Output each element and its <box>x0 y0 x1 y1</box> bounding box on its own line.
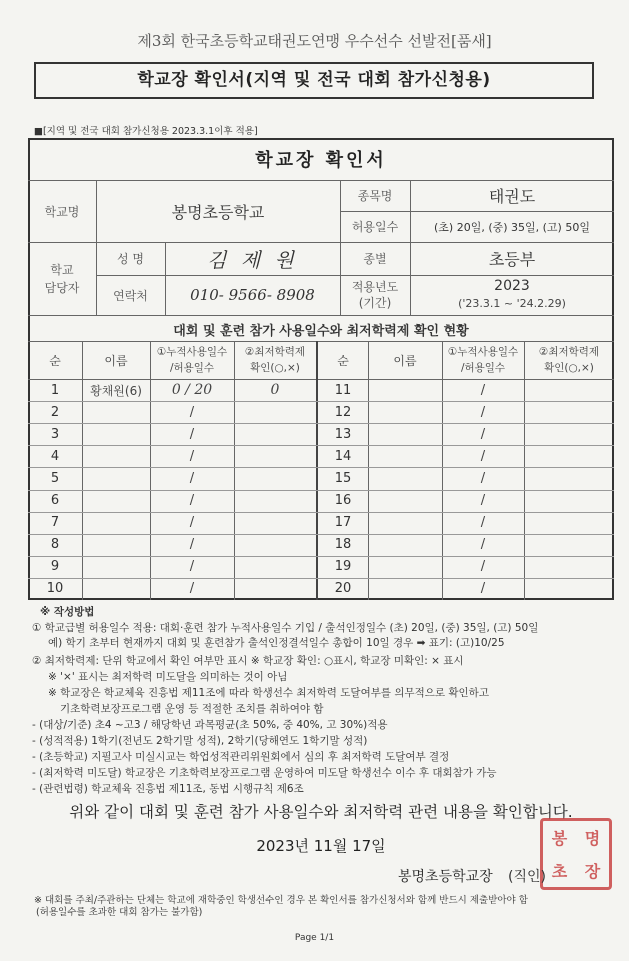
col-header-used-right-line2: /허용일수 <box>460 362 506 374</box>
table-cell-min <box>524 379 614 401</box>
note-5: - (대상/기준) 초4 ~고3 / 해당학년 과목평균(초 50%, 중 40%, 고 30%)적용 <box>32 719 388 731</box>
table-cell-no: 18 <box>334 537 352 553</box>
table-cell-name <box>82 534 150 556</box>
table-cell-no: 2 <box>50 404 60 420</box>
table-cell-min <box>234 534 316 556</box>
table-cell-no: 13 <box>334 426 352 442</box>
table-cell-name <box>82 490 150 512</box>
table-cell-min <box>524 423 614 445</box>
note-9: - (관련법령) 학교체육 진흥법 제11조, 동법 시행규칙 제6조 <box>32 783 304 795</box>
table-cell-no: 10 <box>46 581 64 597</box>
category-value: 초등부 <box>488 250 536 269</box>
col-header-used-line1: ①누적사용일수 <box>156 346 228 358</box>
school-name-label: 학교명 <box>44 204 80 219</box>
table-cell-name <box>82 401 150 423</box>
table-cell-min <box>524 578 614 600</box>
table-cell-min <box>524 534 614 556</box>
table-cell-min: 0 <box>270 382 280 399</box>
note-8: - (최저학력 미도달) 학교장은 기초학력보장프로그램 운영하여 미도달 학생선수 이수 후 대회참가 가능 <box>32 767 497 779</box>
table-cell-used: 0 / 20 <box>171 382 213 399</box>
confirmation-statement: 위와 같이 대회 및 훈련 참가 사용일수와 최저학력 관련 내용을 확인합니다. <box>69 803 573 821</box>
table-cell-name <box>368 556 442 578</box>
issue-date: 2023년 11월 17일 <box>256 837 386 855</box>
table-cell-used: / <box>480 426 486 442</box>
year-number: 2023 <box>494 278 530 294</box>
footnote-2: (허용일수를 초과한 대회 참가는 불가함) <box>36 907 203 918</box>
table-cell-min <box>234 467 316 489</box>
col-header-used-right <box>442 341 524 379</box>
seal-char-1: 봉 <box>551 829 568 848</box>
table-cell-used: / <box>189 515 195 531</box>
note-3: ※ '×' 표시는 최저학력 미도달을 의미하는 것이 아님 <box>48 671 288 683</box>
allowed-days-value: (초) 20일, (중) 35일, (고) 50일 <box>434 220 590 234</box>
col-header-used <box>150 341 234 379</box>
note-1a: ① 학교급별 허용일수 적용: 대회·훈련 참가 누적사용일수 기입 / 출석인정일수 (초) 20일, (중) 35일, (고) 50일 <box>32 622 539 634</box>
table-cell-used: / <box>480 537 486 553</box>
table-cell-name <box>368 401 442 423</box>
table-cell-name <box>368 578 442 600</box>
table-cell-no: 20 <box>334 581 352 597</box>
table-cell-used: / <box>189 426 195 442</box>
table-cell-used: / <box>480 448 486 464</box>
manager-name-handwritten: 김 제 원 <box>207 248 298 272</box>
category-label: 종별 <box>363 252 387 266</box>
table-cell-no: 15 <box>334 470 352 486</box>
col-header-used-right-line1: ①누적사용일수 <box>447 346 519 358</box>
seal-char-2: 명 <box>584 829 601 848</box>
note-4a: ※ 학교장은 학교체육 진흥법 제11조에 따라 학생선수 최저학력 도달여부를 의무적으로 확인하고 <box>48 687 489 699</box>
table-cell-name <box>82 556 150 578</box>
table-cell-name <box>368 467 442 489</box>
table-cell-used: / <box>189 470 195 486</box>
table-cell-no: 3 <box>50 426 60 442</box>
year-value <box>410 275 614 315</box>
table-cell-min <box>524 490 614 512</box>
table-cell-name <box>82 423 150 445</box>
table-cell-name <box>368 512 442 534</box>
table-cell-min <box>234 401 316 423</box>
notes-title: ※ 작성방법 <box>40 606 95 618</box>
note-2: ② 최저학력제: 단위 학교에서 확인 여부만 표시 ※ 학교장 확인: ○표시, 학교장 미확인: × 표시 <box>32 655 464 667</box>
table-cell-used: / <box>189 404 195 420</box>
col-header-min-right <box>524 341 614 379</box>
col-header-no: 순 <box>49 353 61 368</box>
table-cell-used: / <box>189 448 195 464</box>
table-cell-name <box>82 445 150 467</box>
allowed-days-label: 허용일수 <box>351 220 399 234</box>
col-header-min-line2: 확인(○,×) <box>250 362 300 374</box>
table-cell-min <box>524 445 614 467</box>
table-cell-used: / <box>480 493 486 509</box>
table-cell-used: / <box>189 581 195 597</box>
principal-name: 봉명초등학교장 <box>398 869 493 885</box>
seal-label: (직인) <box>508 869 546 885</box>
note-7: - (초등학교) 지필고사 미실시교는 학업성적관리위원회에서 심의 후 최저학력 도달여부 결정 <box>32 751 450 763</box>
manager-label <box>28 242 96 315</box>
seal-char-4: 장 <box>584 862 601 881</box>
col-header-min-right-line2: 확인(○,×) <box>544 362 594 374</box>
col-header-name: 이름 <box>104 353 128 368</box>
table-cell-name: 황채원(6) <box>90 383 142 398</box>
table-cell-min <box>234 423 316 445</box>
table-cell-min <box>234 578 316 600</box>
note-1b: 예) 학기 초부터 현재까지 대회 및 훈련참가 출석인정결석일수 총합이 10일 경우 ➡ 표기: (고)10/25 <box>48 637 505 649</box>
table-cell-min <box>234 512 316 534</box>
document-box-title: 학교장 확인서(지역 및 전국 대회 참가신청용) <box>34 62 594 99</box>
table-cell-no: 17 <box>334 515 352 531</box>
table-cell-min <box>524 401 614 423</box>
table-cell-used: / <box>480 559 486 575</box>
event-label: 종목명 <box>357 189 393 203</box>
table-cell-min <box>234 490 316 512</box>
year-label-line2: (기간) <box>358 296 392 310</box>
table-cell-name <box>82 578 150 600</box>
manager-label-line2: 담당자 <box>44 280 80 295</box>
table-cell-used: / <box>480 581 486 597</box>
section-title: 대회 및 훈련 참가 사용일수와 최저학력제 확인 현황 <box>173 324 469 339</box>
year-period: ('23.3.1 ~ '24.2.29) <box>458 297 566 310</box>
table-cell-no: 4 <box>50 448 60 464</box>
table-cell-min <box>234 445 316 467</box>
form-version-note: ■[지역 및 전국 대회 참가신청용 2023.3.1이후 적용] <box>34 126 258 137</box>
col-header-min-line1: ②최저학력제 <box>244 346 306 358</box>
table-cell-name <box>368 445 442 467</box>
table-cell-no: 14 <box>334 448 352 464</box>
table-cell-used: / <box>189 493 195 509</box>
col-header-min <box>234 341 316 379</box>
col-header-name-right: 이름 <box>393 353 417 368</box>
year-label-line1: 적용년도 <box>351 280 399 294</box>
contact-handwritten: 010- 9566- 8908 <box>190 286 315 304</box>
table-cell-used: / <box>189 537 195 553</box>
table-cell-used: / <box>480 470 486 486</box>
table-cell-no: 9 <box>50 559 60 575</box>
table-cell-name <box>82 512 150 534</box>
table-cell-used: / <box>480 404 486 420</box>
note-6: - (성적적용) 1학기(전년도 2학기말 성적), 2학기(당해연도 1학기말 성적) <box>32 735 368 747</box>
form-title: 학교장 확인서 <box>255 150 387 171</box>
table-cell-no: 19 <box>334 559 352 575</box>
event-value: 태권도 <box>488 187 536 206</box>
table-cell-no: 7 <box>50 515 60 531</box>
manager-label-line1: 학교 <box>50 262 74 277</box>
table-cell-no: 16 <box>334 493 352 509</box>
table-cell-name <box>368 379 442 401</box>
table-cell-used: / <box>189 559 195 575</box>
name-label: 성 명 <box>117 252 144 266</box>
table-cell-min <box>524 512 614 534</box>
year-label <box>340 275 410 315</box>
seal-char-3: 초 <box>551 862 568 881</box>
competition-header: 제3회 한국초등학교태권도연맹 우수선수 선발전[품새] <box>137 32 492 50</box>
table-cell-name <box>368 534 442 556</box>
official-seal-stamp <box>540 818 612 890</box>
table-cell-used: / <box>480 382 486 398</box>
table-cell-min <box>524 556 614 578</box>
table-cell-no: 6 <box>50 493 60 509</box>
table-cell-no: 11 <box>334 382 352 398</box>
col-header-min-right-line1: ②최저학력제 <box>538 346 600 358</box>
footnote-1: ※ 대회를 주최/주관하는 단체는 학교에 재학중인 학생선수인 경우 본 확인서를 참가신청서와 함께 반드시 제출받아야 함 <box>34 895 528 906</box>
note-4b: 기초학력보장프로그램 운영 등 적절한 조치를 취하여야 함 <box>60 703 324 715</box>
school-name-value: 봉명초등학교 <box>171 202 265 222</box>
col-header-used-line2: /허용일수 <box>169 362 215 374</box>
table-cell-no: 5 <box>50 470 60 486</box>
table-cell-name <box>368 490 442 512</box>
table-cell-no: 1 <box>50 382 60 398</box>
table-cell-name <box>82 467 150 489</box>
table-cell-no: 8 <box>50 537 60 553</box>
table-cell-name <box>368 423 442 445</box>
table-cell-no: 12 <box>334 404 352 420</box>
table-cell-used: / <box>480 515 486 531</box>
page-number: Page 1/1 <box>294 933 335 943</box>
table-cell-min <box>234 556 316 578</box>
contact-label: 연락처 <box>113 288 148 303</box>
col-header-no-right: 순 <box>337 353 349 368</box>
table-cell-min <box>524 467 614 489</box>
